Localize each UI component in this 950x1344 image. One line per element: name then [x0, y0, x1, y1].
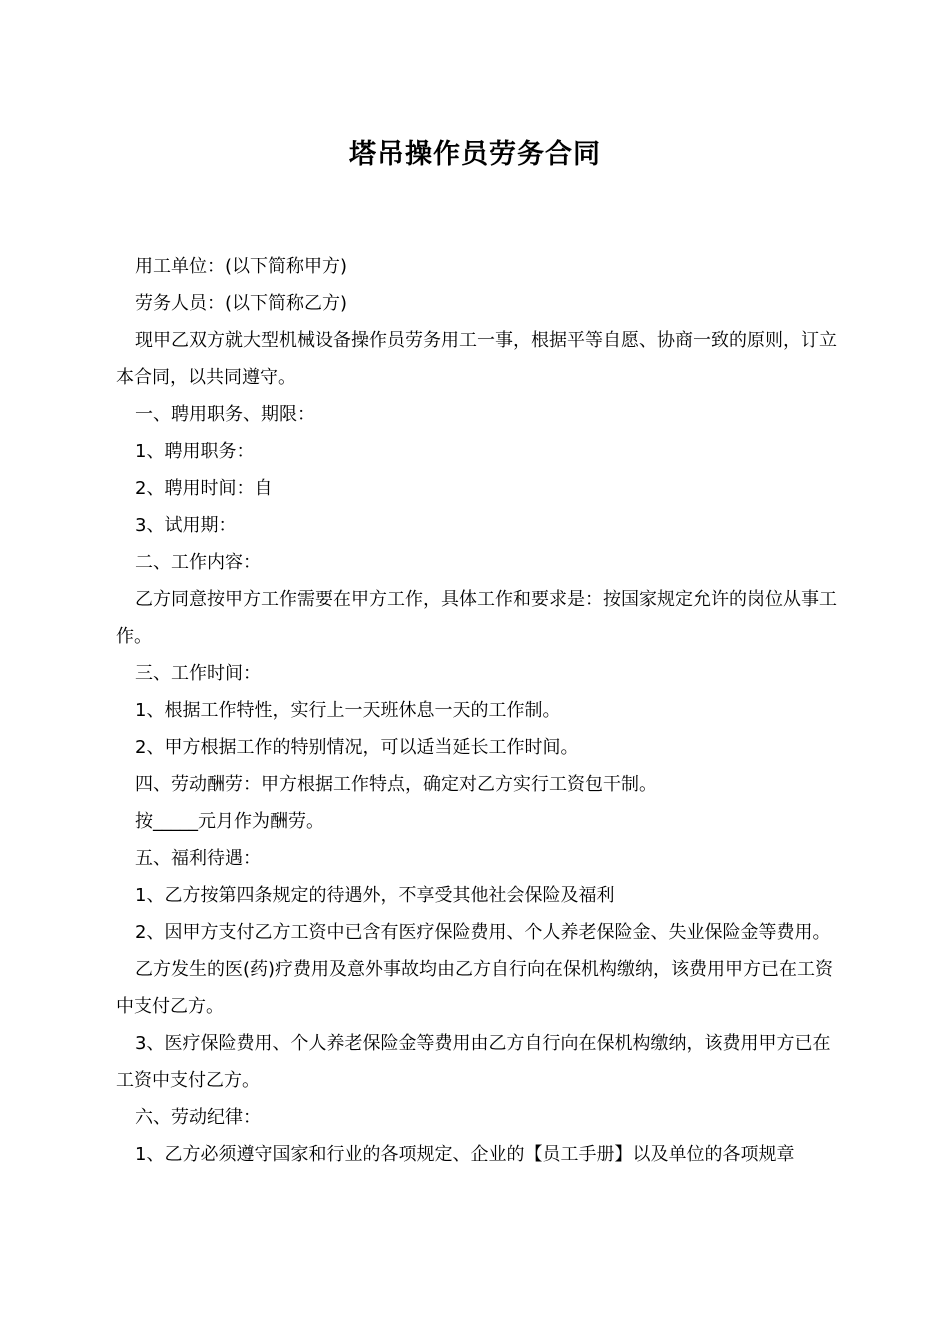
paragraph: 劳务人员：(以下简称乙方): [135, 293, 348, 314]
list-item: 2、聘用时间：自: [135, 478, 273, 499]
section-heading: 一、聘用职务、期限：: [135, 404, 315, 425]
paragraph: 按_____元月作为酬劳。: [135, 811, 324, 832]
list-item: 1、根据工作特性，实行上一天班休息一天的工作制。: [135, 700, 561, 721]
list-item: 2、甲方根据工作的特别情况，可以适当延长工作时间。: [135, 737, 579, 758]
document-body: [116, 248, 846, 1173]
list-item: 3、医疗保险费用、个人养老保险金等费用由乙方自行向在保机构缴纳，该费用甲方已在工资中支付乙方。: [116, 1033, 831, 1091]
section-heading: 五、福利待遇：: [135, 848, 261, 869]
paragraph: 现甲乙双方就大型机械设备操作员劳务用工一事，根据平等自愿、协商一致的原则，订立本合同，以共同遵守。: [116, 330, 837, 388]
list-item: 1、聘用职务：: [135, 441, 255, 462]
document-title: 塔吊操作员劳务合同: [349, 139, 601, 170]
list-item: 2、因甲方支付乙方工资中已含有医疗保险费用、个人养老保险金、失业保险金等费用。: [135, 922, 831, 943]
section-heading: 二、工作内容：: [135, 552, 261, 573]
list-item: 1、乙方按第四条规定的待遇外，不享受其他社会保险及福利: [135, 885, 615, 906]
section-heading: 六、劳动纪律：: [135, 1107, 261, 1128]
paragraph: 乙方发生的医(药)疗费用及意外事故均由乙方自行向在保机构缴纳，该费用甲方已在工资中支付乙方。: [116, 959, 834, 1017]
list-item: 3、试用期：: [135, 515, 237, 536]
section-heading: 三、工作时间：: [135, 663, 261, 684]
paragraph: 乙方同意按甲方工作需要在甲方工作，具体工作和要求是：按国家规定允许的岗位从事工作。: [116, 589, 837, 647]
section-heading: 四、劳动酬劳：甲方根据工作特点，确定对乙方实行工资包干制。: [135, 774, 657, 795]
list-item: 1、乙方必须遵守国家和行业的各项规定、企业的【员工手册】以及单位的各项规章: [135, 1144, 795, 1165]
paragraph: 用工单位：(以下简称甲方): [135, 256, 348, 277]
